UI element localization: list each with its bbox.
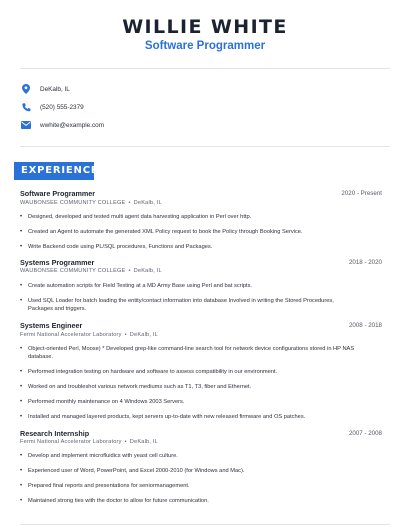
job-dates: 2018 - 2020 [348,259,382,266]
job-location: DeKalb, IL [129,439,158,445]
mail-icon [21,120,31,130]
job-organization: Fermi National Accelerator Laboratory • DeKalb, IL [20,439,158,445]
divider [20,68,390,69]
job-bullet: • Performed integration testing on hardware and software to assess compatibility in our environment. [20,369,278,375]
job-dates: 2008 - 2018 [348,322,382,329]
job-bullet: • Used SQL Loader for batch loading the entity/contact information into database Involved in writing the Stored Procedures, [20,298,334,304]
job-bullet: • Maintained strong ties with the doctor to allow for future communication. [20,498,209,504]
job-dates: 2007 - 2008 [348,430,382,437]
contact-phone-text: (520) 555-2379 [40,103,84,111]
job-title: Systems Engineer [20,321,83,330]
divider [20,146,390,147]
candidate-name: WILLIE WHITE [122,16,288,38]
section-heading-experience: EXPERIENCE [14,162,94,180]
job-org-name: WAUBONSEE COMMUNITY COLLEGE [20,268,126,274]
divider [20,524,390,525]
job-bullet: • Prepared final reports and presentations for seniormanagement. [20,483,190,489]
map-pin-icon [21,84,31,94]
contact-location [21,84,70,94]
job-bullet: • Develop and implement microfluidics with yeast cell culture. [20,453,178,459]
job-bullet: • Performed monthly maintenance on 4 Windows 2003 Servers. [20,399,185,405]
job-organization: WAUBONSEE COMMUNITY COLLEGE • DeKalb, IL [20,200,162,206]
job-org-name: WAUBONSEE COMMUNITY COLLEGE [20,200,126,206]
job-location: DeKalb, IL [129,332,158,338]
job-bullet-continued: Packages and triggers. [28,306,87,312]
candidate-title: Software Programmer [144,40,266,52]
job-organization: WAUBONSEE COMMUNITY COLLEGE • DeKalb, IL [20,268,162,274]
job-organization: Fermi National Accelerator Laboratory • DeKalb, IL [20,332,158,338]
job-bullet: • Installed and managed layered products, kept servers up-to-date with new released firmware and OS patches. [20,414,306,420]
job-org-name: Fermi National Accelerator Laboratory [20,332,122,338]
job-bullet-continued: database. [28,354,53,360]
job-bullet: • Write Backend code using PL/SQL procedures, Functions and Packages. [20,244,213,250]
contact-location-text: DeKalb, IL [40,85,70,93]
job-bullet: • Object-oriented Perl, Moose) * Developed grep-like command-line search tool for network device configurations stored in HP NAS [20,346,355,352]
contact-email-text[interactable]: wwhite@example.com [40,121,105,129]
job-org-name: Fermi National Accelerator Laboratory [20,439,122,445]
job-bullet: • Worked on and troubleshot various network mediums such as T1, T3, fiber and Ethernet. [20,384,252,390]
contact-email[interactable] [21,120,104,130]
job-bullet: • Designed, developed and tested multi agent data harvesting application in Perl over http. [20,214,252,220]
job-bullet: • Experienced user of Word, PowerPoint, and Excel 2000-2010 (for Windows and Mac). [20,468,245,474]
job-bullet: • Created an Agent to automate the generated XML Policy request to book the Policy through Booking Service. [20,229,303,235]
contact-phone [21,102,84,112]
job-title: Systems Programmer [20,258,95,267]
job-dates: 2020 - Present [341,190,382,197]
job-bullet: • Create automation scripts for Field Testing at a MD Army Base using Perl and bat scripts. [20,283,253,289]
job-title: Research Internship [20,429,90,438]
phone-icon [21,102,31,112]
job-title: Software Programmer [20,189,96,198]
job-location: DeKalb, IL [133,200,162,206]
job-location: DeKalb, IL [133,268,162,274]
